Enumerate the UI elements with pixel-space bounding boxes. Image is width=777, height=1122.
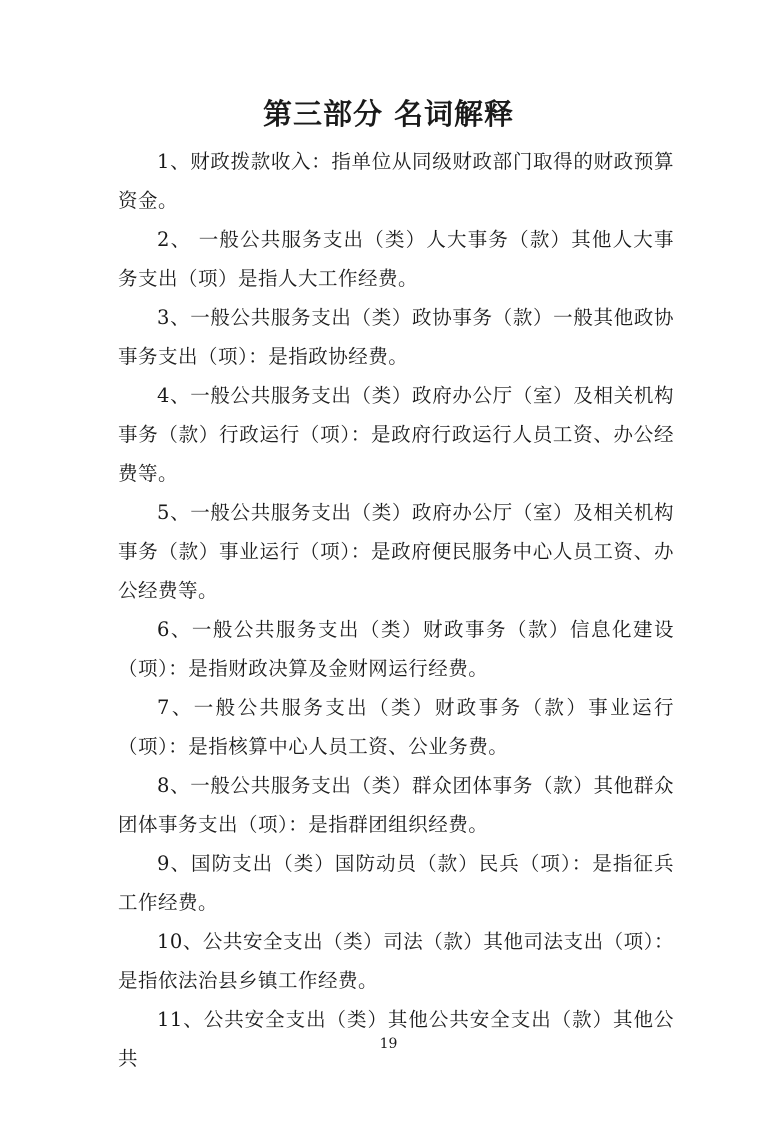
- paragraph-7: 7、一般公共服务支出（类）财政事务（款）事业运行（项）：是指核算中心人员工资、公业务费。: [118, 696, 674, 758]
- document-body: [118, 142, 674, 1078]
- section-title: 第三部分 名词解释: [262, 97, 515, 131]
- paragraph-11: 11、公共安全支出（类）其他公共安全支出（款）其他公共: [118, 1008, 674, 1070]
- paragraph-4: 4、一般公共服务支出（类）政府办公厅（室）及相关机构事务（款）行政运行（项）：是政府行政运行人员工资、办公经费等。: [118, 384, 674, 485]
- page-number: 19: [379, 1036, 398, 1052]
- paragraph-6: 6、一般公共服务支出（类）财政事务（款）信息化建设（项）：是指财政决算及金财网运行经费。: [118, 618, 674, 680]
- paragraph-5: 5、一般公共服务支出（类）政府办公厅（室）及相关机构事务（款）事业运行（项）：是政府便民服务中心人员工资、办公经费等。: [118, 501, 674, 602]
- paragraph-8: 8、一般公共服务支出（类）群众团体事务（款）其他群众团体事务支出（项）：是指群团组织经费。: [118, 774, 674, 836]
- paragraph-10: 10、公共安全支出（类）司法（款）其他司法支出（项）：是指依法治县乡镇工作经费。: [118, 930, 674, 992]
- paragraph-9: 9、国防支出（类）国防动员（款）民兵（项）：是指征兵工作经费。: [118, 852, 674, 914]
- paragraph-2: 2、 一般公共服务支出（类）人大事务（款）其他人大事务支出（项）是指人大工作经费。: [118, 228, 674, 290]
- paragraph-1: 1、财政拨款收入：指单位从同级财政部门取得的财政预算资金。: [118, 150, 674, 212]
- paragraph-3: 3、一般公共服务支出（类）政协事务（款）一般其他政协事务支出（项）：是指政协经费。: [118, 306, 674, 368]
